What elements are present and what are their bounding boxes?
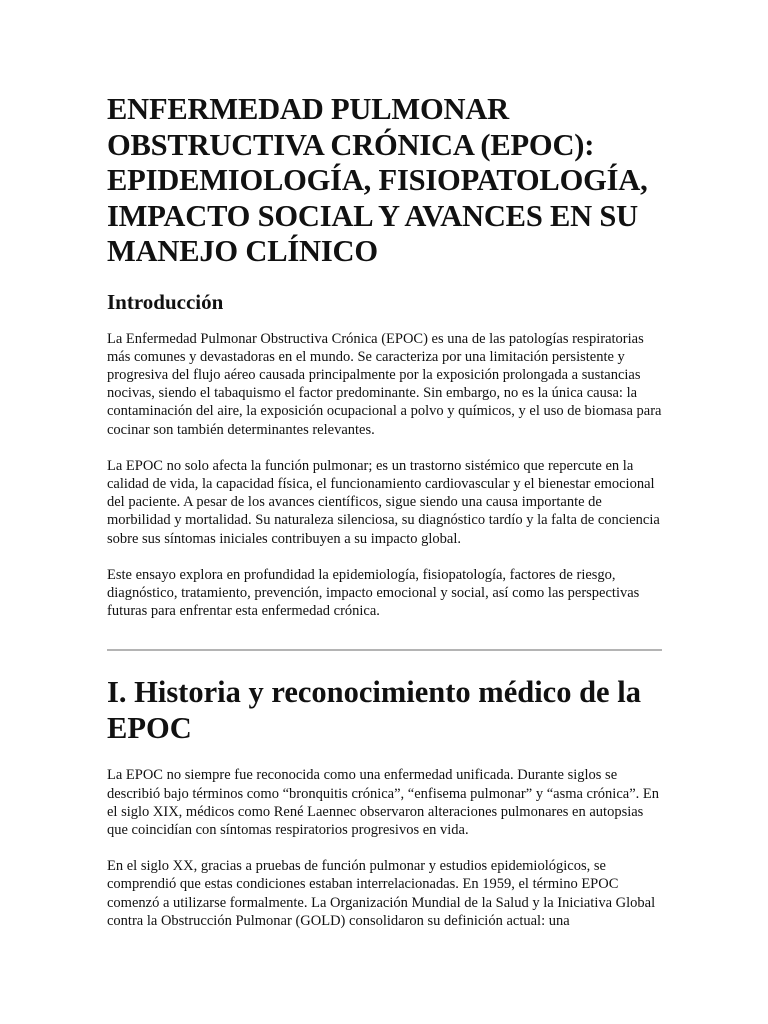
- intro-paragraph-1: La Enfermedad Pulmonar Obstructiva Crónica (EPOC) es una de las patologías respiratorias más comunes y devastadoras en el mundo. Se caracteriza por una limitación persistente y progresiva del flujo aéreo causada principalmente por la exposición prolongada a sustancias nocivas, siendo el tabaquismo el factor predominante. Sin embargo, no es la única causa: la contaminación del aire, la exposición ocupacional a polvo y químicos, y el uso de biomasa para cocinar son también determinantes relevantes.: [107, 330, 662, 438]
- intro-paragraph-2: La EPOC no solo afecta la función pulmonar; es un trastorno sistémico que repercute en la calidad de vida, la capacidad física, el funcionamiento cardiovascular y el bienestar emocional del paciente. A pesar de los avances científicos, sigue siendo una causa importante de morbilidad y mortalidad. Su naturaleza silenciosa, su diagnóstico tardío y la falta de conciencia sobre sus síntomas iniciales contribuyen a su impacto global.: [107, 457, 660, 547]
- section-1-heading: I. Historia y reconocimiento médico de la EPOC: [107, 675, 641, 746]
- intro-heading: Introducción: [107, 289, 224, 314]
- section-divider: [107, 649, 662, 651]
- intro-paragraph-3: Este ensayo explora en profundidad la epidemiología, fisiopatología, factores de riesgo, diagnóstico, tratamiento, prevención, impacto emocional y social, así como las perspectivas futuras para enfrentar esta enfermedad crónica.: [107, 566, 640, 620]
- section-1-paragraph-2: En el siglo XX, gracias a pruebas de función pulmonar y estudios epidemiológicos, se comprendió que estas condiciones estaban interrelacionadas. En 1959, el término EPOC comenzó a utilizarse formalmente. La Organización Mundial de la Salud y la Iniciativa Global contra la Obstrucción Pulmonar (GOLD) consolidaron su definición actual: una: [107, 858, 656, 929]
- document-title: ENFERMEDAD PULMONAR OBSTRUCTIVA CRÓNICA (EPOC): EPIDEMIOLOGÍA, FISIOPATOLOGÍA, IMPACTO SOCIAL Y AVANCES EN SU MANEJO CLÍNICO: [107, 92, 648, 268]
- section-1-paragraph-1: La EPOC no siempre fue reconocida como una enfermedad unificada. Durante siglos se describió bajo términos como “bronquitis crónica”, “enfisema pulmonar” y “asma crónica”. En el siglo XIX, médicos como René Laennec observaron alteraciones pulmonares en autopsias que coincidían con síntomas respiratorios progresivos en vida.: [107, 767, 660, 838]
